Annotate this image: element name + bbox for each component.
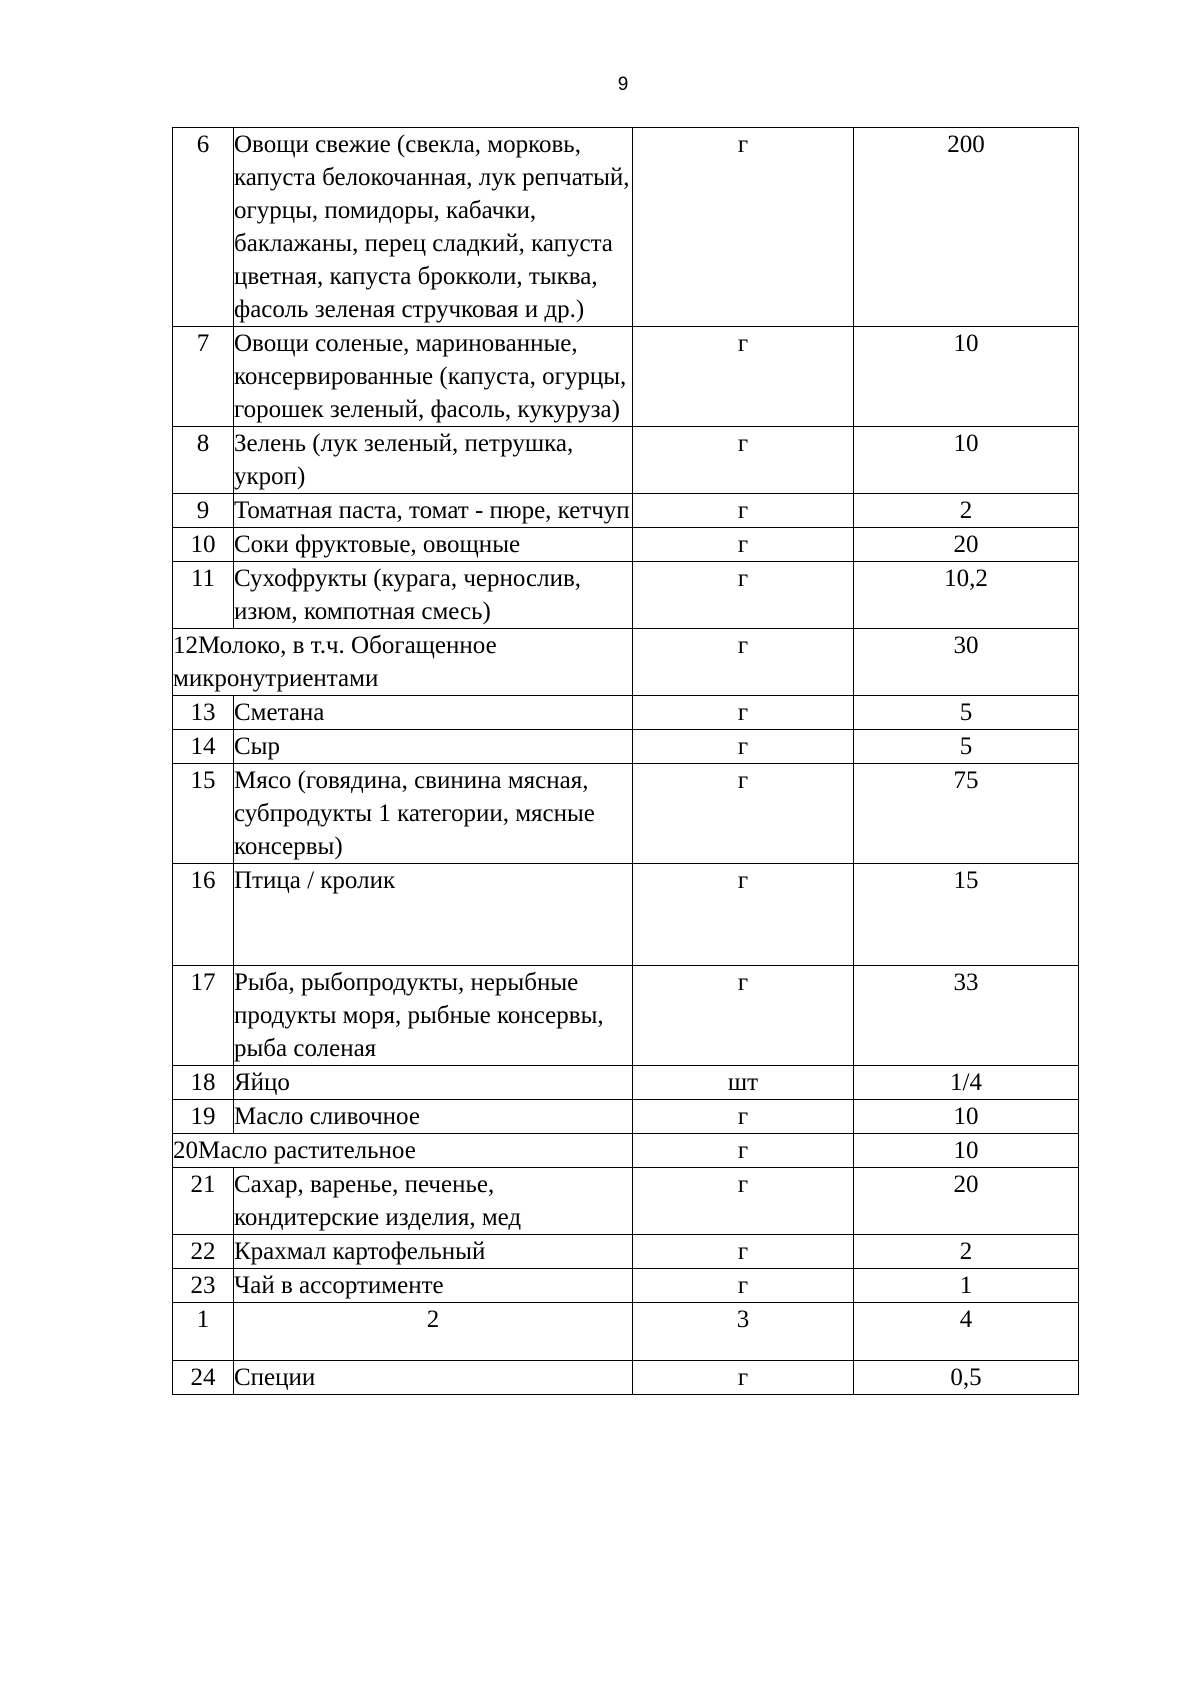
- unit-cell: г: [633, 327, 854, 427]
- table-row: [173, 764, 1079, 864]
- quantity-cell: 5: [854, 730, 1079, 764]
- table-row: [173, 427, 1079, 494]
- unit-cell: г: [633, 1100, 854, 1134]
- table-row: [173, 1066, 1079, 1100]
- product-name: Птица / кролик: [234, 864, 633, 966]
- product-name: Томатная паста, томат - пюре, кетчуп: [234, 494, 633, 528]
- table-row: [173, 864, 1079, 966]
- unit-cell: г: [633, 966, 854, 1066]
- row-number: 15: [173, 764, 234, 864]
- table-row: [173, 494, 1079, 528]
- row-number: 9: [173, 494, 234, 528]
- unit-cell: г: [633, 1168, 854, 1235]
- quantity-cell: 2: [854, 494, 1079, 528]
- product-name: Специи: [234, 1361, 633, 1395]
- row-number: 18: [173, 1066, 234, 1100]
- unit-cell: шт: [633, 1066, 854, 1100]
- row-number: 12: [173, 632, 198, 659]
- product-name: Зелень (лук зеленый, петрушка, укроп): [234, 427, 633, 494]
- unit-cell: г: [633, 562, 854, 629]
- row-number: 10: [173, 528, 234, 562]
- product-name: Масло сливочное: [234, 1100, 633, 1134]
- unit-cell: г: [633, 494, 854, 528]
- row-number: 16: [173, 864, 234, 966]
- quantity-cell: 10: [854, 1134, 1079, 1168]
- unit-cell: г: [633, 1361, 854, 1395]
- unit-cell: г: [633, 528, 854, 562]
- table-row: [173, 1100, 1079, 1134]
- unit-cell: г: [633, 1134, 854, 1168]
- quantity-cell: 10: [854, 1100, 1079, 1134]
- page-number: 9: [617, 74, 629, 95]
- column-number-cell: 2: [234, 1303, 633, 1361]
- row-number: 24: [173, 1361, 234, 1395]
- row-number: 17: [173, 966, 234, 1066]
- product-name: Сметана: [234, 696, 633, 730]
- unit-cell: г: [633, 128, 854, 327]
- quantity-cell: 15: [854, 864, 1079, 966]
- merged-item-cell: [173, 1134, 633, 1168]
- product-name: Яйцо: [234, 1066, 633, 1100]
- row-number: 11: [173, 562, 234, 629]
- merged-item-cell: [173, 629, 633, 696]
- unit-cell: г: [633, 696, 854, 730]
- row-number: 13: [173, 696, 234, 730]
- product-name: Чай в ассортименте: [234, 1269, 633, 1303]
- row-number: 6: [173, 128, 234, 327]
- table-row: [173, 966, 1079, 1066]
- quantity-cell: 200: [854, 128, 1079, 327]
- quantity-cell: 20: [854, 1168, 1079, 1235]
- quantity-cell: 1: [854, 1269, 1079, 1303]
- product-name: Молоко, в т.ч. Обогащенное микронутриентами: [173, 632, 497, 692]
- table-row: [173, 528, 1079, 562]
- quantity-cell: 20: [854, 528, 1079, 562]
- unit-cell: г: [633, 427, 854, 494]
- column-number-cell: 4: [854, 1303, 1079, 1361]
- table-row: [173, 1269, 1079, 1303]
- row-number: 21: [173, 1168, 234, 1235]
- unit-cell: г: [633, 629, 854, 696]
- row-number: 20: [173, 1137, 198, 1164]
- unit-cell: г: [633, 864, 854, 966]
- row-number: 14: [173, 730, 234, 764]
- row-number: 23: [173, 1269, 234, 1303]
- table-row: [173, 128, 1079, 327]
- column-number-cell: 3: [633, 1303, 854, 1361]
- product-name: Масло растительное: [198, 1137, 416, 1164]
- table-body: [173, 128, 1079, 1395]
- table-row: [173, 696, 1079, 730]
- quantity-cell: 10,2: [854, 562, 1079, 629]
- product-name: Овощи свежие (свекла, морковь, капуста белокочанная, лук репчатый, огурцы, помидоры, кабачки, баклажаны, перец сладкий, капуста цветная, капуста брокколи, тыква, фасоль зеленая стручковая и др.): [234, 128, 633, 327]
- product-name: Овощи соленые, маринованные, консервированные (капуста, огурцы, горошек зеленый, фасоль, кукуруза): [234, 327, 633, 427]
- quantity-cell: 10: [854, 327, 1079, 427]
- unit-cell: г: [633, 764, 854, 864]
- table-row: [173, 1235, 1079, 1269]
- quantity-cell: 2: [854, 1235, 1079, 1269]
- product-name: Рыба, рыбопродукты, нерыбные продукты моря, рыбные консервы, рыба соленая: [234, 966, 633, 1066]
- row-number: 19: [173, 1100, 234, 1134]
- table-row: [173, 327, 1079, 427]
- product-name: Сухофрукты (курага, чернослив, изюм, компотная смесь): [234, 562, 633, 629]
- table-row: [173, 629, 1079, 696]
- table-row: [173, 1361, 1079, 1395]
- product-name: Мясо (говядина, свинина мясная, субпродукты 1 категории, мясные консервы): [234, 764, 633, 864]
- table-row: [173, 1168, 1079, 1235]
- quantity-cell: 33: [854, 966, 1079, 1066]
- quantity-cell: 1/4: [854, 1066, 1079, 1100]
- table-row: [173, 1303, 1079, 1361]
- quantity-cell: 0,5: [854, 1361, 1079, 1395]
- table-row: [173, 730, 1079, 764]
- quantity-cell: 10: [854, 427, 1079, 494]
- table-row: [173, 562, 1079, 629]
- unit-cell: г: [633, 730, 854, 764]
- column-number-cell: 1: [173, 1303, 234, 1361]
- row-number: 7: [173, 327, 234, 427]
- unit-cell: г: [633, 1269, 854, 1303]
- food-norms-table: [172, 127, 1079, 1395]
- row-number: 8: [173, 427, 234, 494]
- product-name: Сыр: [234, 730, 633, 764]
- table-row: [173, 1134, 1079, 1168]
- product-name: Крахмал картофельный: [234, 1235, 633, 1269]
- product-name: Сахар, варенье, печенье, кондитерские изделия, мед: [234, 1168, 633, 1235]
- quantity-cell: 30: [854, 629, 1079, 696]
- unit-cell: г: [633, 1235, 854, 1269]
- quantity-cell: 75: [854, 764, 1079, 864]
- quantity-cell: 5: [854, 696, 1079, 730]
- product-name: Соки фруктовые, овощные: [234, 528, 633, 562]
- row-number: 22: [173, 1235, 234, 1269]
